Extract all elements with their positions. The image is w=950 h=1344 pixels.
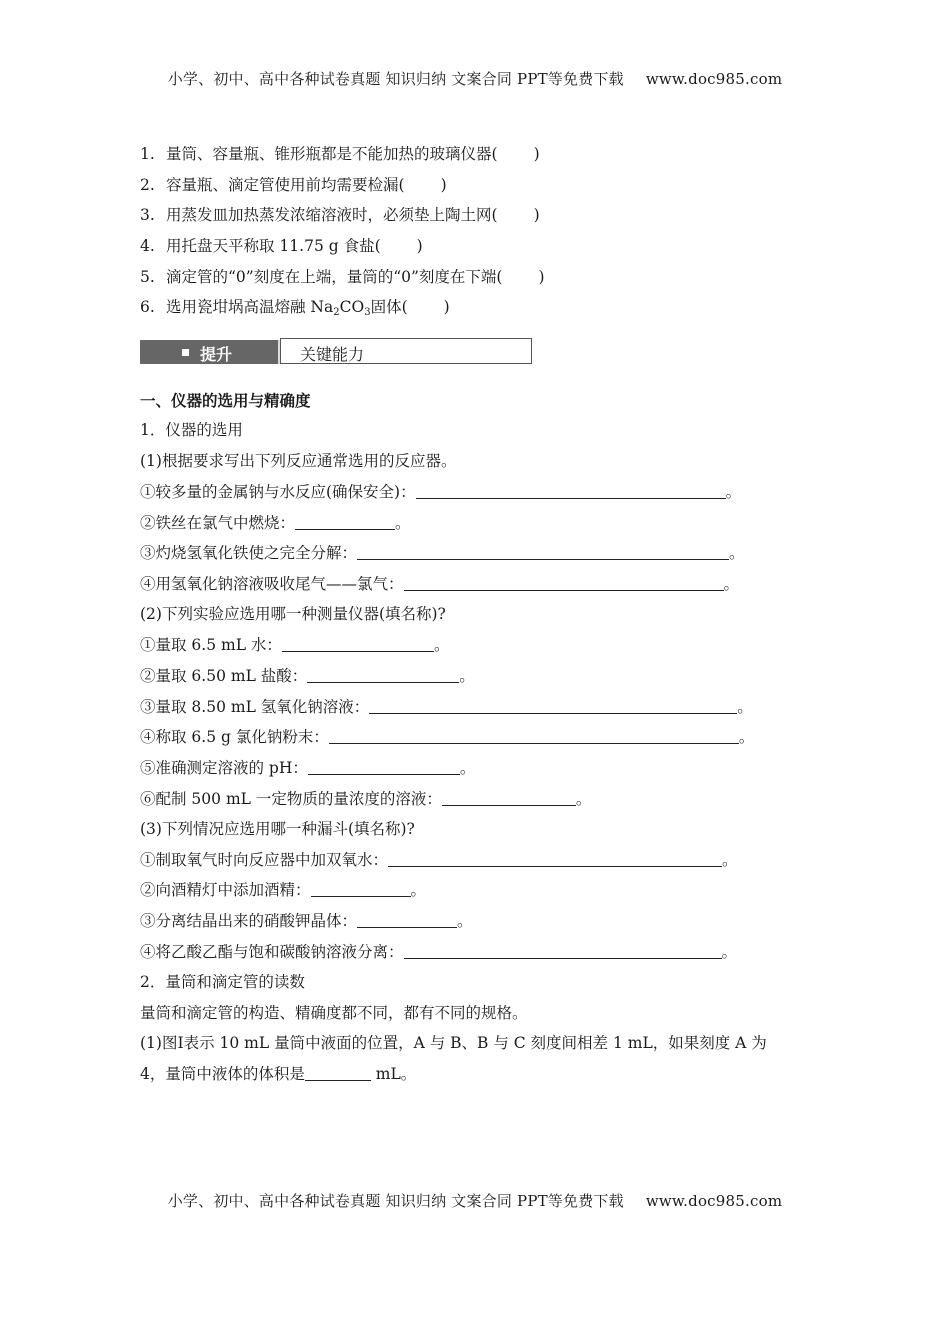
- q1-item-4: ④用氢氧化钠溶液吸收尾气——氯气： 。: [140, 575, 740, 593]
- paragraph-2-line-1: (1)图Ⅰ表示 10 mL 量筒中液面的位置，A 与 B、B 与 C 刻度间相差 1 mL，如果刻度 A 为: [140, 1034, 767, 1052]
- q2-item-4: ④称取 6.5 g 氯化钠粉末： 。: [140, 728, 755, 746]
- q2-item-5: ⑤准确测定溶液的 pH： 。: [140, 759, 476, 777]
- subheading-2: 2．量筒和滴定管的读数: [140, 973, 305, 991]
- banner-tag: 提升: [200, 345, 233, 364]
- answer-blank: [282, 636, 434, 652]
- answer-blank: [357, 544, 729, 560]
- header-url: www.doc985.com: [645, 70, 783, 88]
- judge-item-1: 1. 量筒、容量瓶、锥形瓶都是不能加热的玻璃仪器( ): [140, 145, 540, 163]
- footer-text: 小学、初中、高中各种试卷真题 知识归纳 文案合同 PPT等免费下载: [167, 1192, 624, 1210]
- answer-blank: [307, 667, 459, 683]
- header-text: 小学、初中、高中各种试卷真题 知识归纳 文案合同 PPT等免费下载: [167, 70, 624, 88]
- page-footer: [0, 1190, 950, 1211]
- q3-item-4: ④将乙酸乙酯与饱和碳酸钠溶液分离： 。: [140, 943, 738, 961]
- q1-item-2: ②铁丝在氯气中燃烧： 。: [140, 514, 411, 532]
- judge-item-5: 5. 滴定管的“0”刻度在上端，量筒的“0”刻度在下端( ): [140, 268, 545, 286]
- square-bullet-icon: [182, 349, 189, 356]
- page-header: [0, 68, 950, 89]
- answer-blank: [305, 1065, 371, 1081]
- q3-item-1: ①制取氧气时向反应器中加双氧水： 。: [140, 851, 738, 869]
- footer-url: www.doc985.com: [645, 1192, 783, 1210]
- q2-item-3: ③量取 8.50 mL 氢氧化钠溶液： 。: [140, 698, 753, 716]
- answer-blank: [357, 912, 457, 928]
- answer-blank: [416, 483, 726, 499]
- question-2: (2)下列实验应选用哪一种测量仪器(填名称)?: [140, 605, 446, 623]
- answer-blank: [295, 514, 395, 530]
- q3-item-2: ②向酒精灯中添加酒精： 。: [140, 881, 427, 899]
- q1-item-3: ③灼烧氢氧化铁使之完全分解： 。: [140, 544, 745, 562]
- answer-blank: [404, 943, 722, 959]
- answer-blank: [308, 759, 460, 775]
- q2-item-1: ①量取 6.5 mL 水： 。: [140, 636, 450, 654]
- section-heading: 一、仪器的选用与精确度: [140, 392, 311, 410]
- section-banner: [140, 338, 516, 368]
- answer-blank: [388, 851, 722, 867]
- subheading-1: 1．仪器的选用: [140, 421, 243, 439]
- paragraph-1: 量筒和滴定管的构造、精确度都不同，都有不同的规格。: [140, 1004, 528, 1022]
- q3-item-3: ③分离结晶出来的硝酸钾晶体： 。: [140, 912, 473, 930]
- question-3: (3)下列情况应选用哪一种漏斗(填名称)?: [140, 820, 415, 838]
- answer-blank: [329, 728, 739, 744]
- judge-item-6: 6. 选用瓷坩埚高温熔融 $Na_2CO_3$固体( ): [140, 298, 450, 318]
- banner-title: 关键能力: [300, 345, 365, 364]
- answer-blank: [369, 698, 737, 714]
- judge-item-4: 4. 用托盘天平称取 11.75 g 食盐( ): [140, 237, 423, 255]
- paragraph-2-line-2: 4，量筒中液体的体积是 mL。: [140, 1065, 417, 1083]
- question-1: (1)根据要求写出下列反应通常选用的反应器。: [140, 452, 457, 470]
- judge-item-2: 2. 容量瓶、滴定管使用前均需要检漏( ): [140, 176, 447, 194]
- answer-blank: [311, 881, 411, 897]
- answer-blank: [442, 790, 576, 806]
- q2-item-2: ②量取 6.50 mL 盐酸： 。: [140, 667, 475, 685]
- answer-blank: [404, 575, 724, 591]
- judge-item-3: 3. 用蒸发皿加热蒸发浓缩溶液时，必须垫上陶土网( ): [140, 206, 540, 224]
- q2-item-6: ⑥配制 500 mL 一定物质的量浓度的溶液： 。: [140, 790, 592, 808]
- q1-item-1: ①较多量的金属钠与水反应(确保安全)： 。: [140, 483, 742, 501]
